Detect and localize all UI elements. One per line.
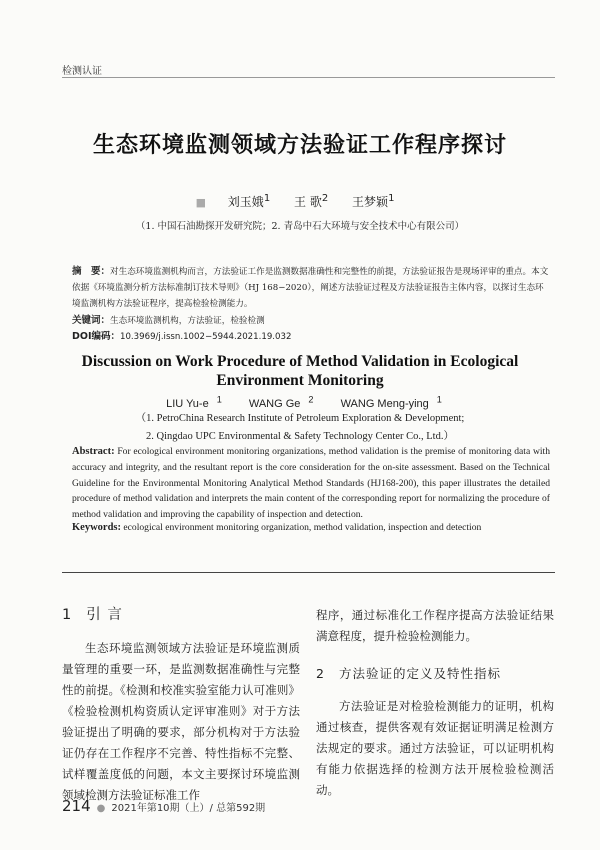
author-en-2: WANG Ge $^2$ [248,394,314,410]
section-2-number: 2 [316,666,325,681]
section-1-paragraph: 生态环境监测领域方法验证是环境监测质量管理的重要一环，是监测数据准确性与完整性的前提。《检测和校准实验室能力认可准则》《检验检测机构资质认定评审准则》对于方法验证提出了明确的要求，部分机构对于方法验证仍存在工作程序不完善、特性指标不完整、试样覆盖度低的问题，本文主要探讨环境监测领域检测方法验证标准工作 [62,641,300,802]
section-tag: 检测认证 [62,66,102,77]
top-divider [62,77,555,78]
section-1-heading [62,605,300,626]
title-en: Discussion on Work Procedure of Method Validation in Ecological Environment Monitoring [81,353,519,389]
keywords-cn-text: 生态环境监测机构，方法验证，检验检测 [110,316,265,326]
abstract-cn-label: 摘 要： [72,266,111,277]
section-divider [62,572,555,573]
affiliation-en-line-2: 2. Qingdao UPC Environmental & Safety Technology Center Co., Ltd.） [146,431,454,442]
affiliation-en [0,410,600,446]
authors-cn [0,193,600,210]
doi-value: 10.3969/j.issn.1002−5944.2021.19.032 [120,332,292,342]
author-en-1: LIU Yu-e $^1$ [166,394,222,410]
section-1-title: 引 言 [86,607,123,623]
doi-label: DOI编码： [72,331,120,342]
keywords-cn [72,312,265,326]
abstract-en-text: For ecological environment monitoring organizations, method validation is the premise of monitoring data with accuracy and integrity, and the resultant report is the core consideration for the on-site assessment. Based on the Technical Guideline for the Environmental Monitoring Analytical Method Standards (HJ168-200), this paper illustrates the detailed procedure of method validation and interprets the main content of the corresponding report for normalizing the procedure of method validation and improving the capability of inspection and detection. [72,446,550,521]
issue-info: 2021年第10期（上）/ 总第592期 [111,803,266,814]
abstract-cn-text: 对生态环境监测机构而言，方法验证工作是监测数据准确性和完整性的前提，方法验证报告是现场评审的重点。本文依据《环境监测分析方法标准制订技术导则》（HJ 168−2020），阐述方法验证过程及方法验证报告主体内容，以探讨生态环境监测机构方法验证程序，提高检验检测能力。 [72,267,549,309]
title-cn: 生态环境监测领域方法验证工作程序探讨 [92,132,507,158]
abstract-en [72,444,550,523]
bullet-dot-icon: ● [96,803,106,814]
keywords-en [72,522,481,533]
author-cn-1: 刘玉娥$^1$ [227,193,271,209]
author-cn-3: 王梦颖$^1$ [352,193,395,209]
keywords-en-text: ecological environment monitoring organization, method validation, inspection and detection [123,522,482,533]
page-number: 214 [62,797,91,815]
section-2-heading [316,663,554,684]
keywords-en-label: Keywords: [72,522,121,533]
abstract-cn [72,264,550,312]
section-1-continuation: 程序，通过标准化工作程序提高方法验证结果满意程度，提升检验检测能力。 [316,608,554,643]
authors-en [0,394,600,410]
column-right [316,605,554,801]
section-2-title: 方法验证的定义及特性指标 [338,666,501,681]
affiliation-cn: （1. 中国石油勘探开发研究院；2. 青岛中石大环境与安全技术中心有限公司） [135,221,465,232]
section-1-number: 1 [62,607,73,623]
page-footer [62,797,265,815]
doi [72,328,291,342]
affiliation-en-line-1: （1. PetroChina Research Institute of Petroleum Exploration & Development; [135,413,465,424]
abstract-en-label: Abstract: [72,446,115,457]
section-2-paragraph: 方法验证是对检验检测能力的证明，机构通过核查，提供客观有效证据证明满足检测方法规定的要求。通过方法验证，可以证明机构有能力依据选择的检测方法开展检验检测活动。 [316,699,554,797]
square-bullet-icon: ■ [195,196,206,209]
column-left [62,605,300,806]
author-cn-2: 王 歌$^2$ [294,193,329,209]
author-en-3: WANG Meng-ying $^1$ [340,394,442,410]
keywords-cn-label: 关键词： [72,315,111,326]
